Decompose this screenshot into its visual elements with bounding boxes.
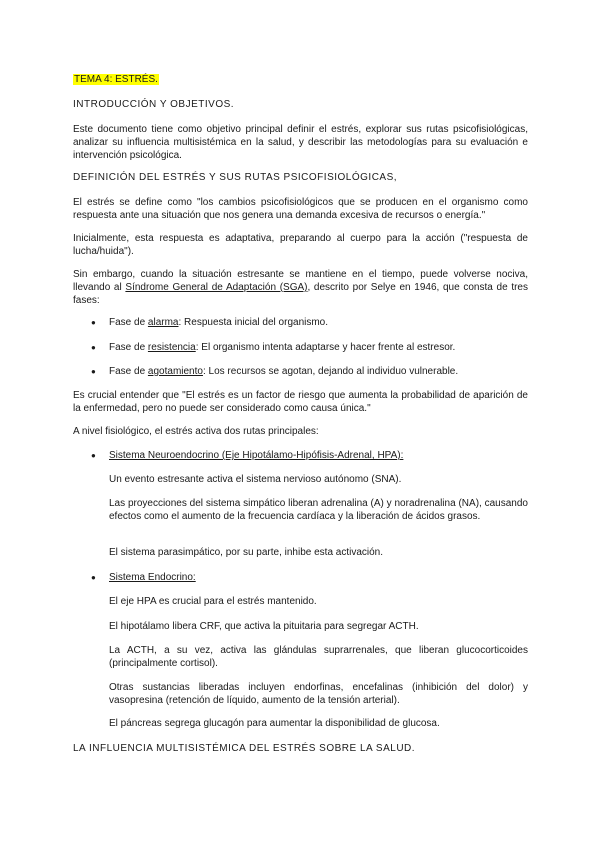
phase-prefix: Fase de [109,366,148,377]
bullet-icon: ● [91,367,96,376]
list-item-neuroendocrino [93,449,528,462]
endo-paragraph-hpa: El eje HPA es crucial para el estrés mantenido. [109,596,317,607]
paragraph-crucial: Es crucial entender que "El estrés es un factor de riesgo que aumenta la probabilidad de aparición de la enfermedad, pero no puede ser considerado como causa única." [73,390,528,414]
list-item-phase-alarma [93,316,528,329]
endo-paragraph-crf: El hipotálamo libera CRF, que activa la pituitaria para segregar ACTH. [109,621,419,632]
paragraph-definicion: El estrés se define como "los cambios psicofisiológicos que se producen en el organismo como respuesta ante una situación que nos genera una demanda excesiva de recursos o energía." [73,197,528,221]
list-item-phase-resistencia [93,341,528,354]
heading-introduccion: INTRODUCCIÓN Y OBJETIVOS. [73,99,235,110]
phase-term-resistencia: resistencia [147,342,196,353]
sga-term: Síndrome General de Adaptación (SGA) [125,282,308,293]
heading-definicion: DEFINICIÓN DEL ESTRÉS Y SUS RUTAS PSICOFISIOLÓGICAS, [73,172,398,183]
sga-text-after: , descrito por Selye en 1946, que consta de tres fases: [73,282,528,306]
heading-influencia: LA INFLUENCIA MULTISISTÉMICA DEL ESTRÉS SOBRE LA SALUD. [73,743,416,754]
neuroendocrino-title: Sistema Neuroendocrino (Eje Hipotálamo-Hipófisis-Adrenal, HPA): [109,450,404,461]
bullet-icon: ● [91,318,96,327]
phase-prefix: Fase de [109,342,148,353]
paragraph-inicialmente: Inicialmente, esta respuesta es adaptativa, preparando al cuerpo para la acción ("respuesta de lucha/huida"). [73,233,528,257]
title-highlight: TEMA 4: ESTRÉS. [74,74,158,85]
sga-text-before: Sin embargo, cuando la situación estresante se mantiene en el tiempo, puede volverse nociva, llevando al [73,269,528,293]
endo-paragraph-otras: Otras sustancias liberadas incluyen endorfinas, encefalinas (inhibición del dolor) y vasopresina (retención de líquido, aumento de la tensión arterial). [109,682,528,706]
neuro-paragraph-simpatico: Las proyecciones del sistema simpático liberan adrenalina (A) y noradrenalina (NA), causando efectos como el aumento de la frecuencia cardíaca y la liberación de ácidos grasos. [109,498,528,522]
phase-term-alarma: alarma [147,317,179,328]
list-item-endocrino [93,571,528,584]
paragraph-nivel-fisiologico: A nivel fisiológico, el estrés activa dos rutas principales: [73,426,319,437]
endocrino-title: Sistema Endocrino: [109,572,196,583]
bullet-icon: ● [91,573,96,582]
bullet-icon: ● [91,451,96,460]
phase-prefix: Fase de [109,317,148,328]
endo-paragraph-pancreas: El páncreas segrega glucagón para aumentar la disponibilidad de glucosa. [109,718,440,729]
list-item-phase-agotamiento [93,365,528,378]
phase-term-agotamiento: agotamiento [147,366,203,377]
paragraph-sin-embargo [73,268,528,307]
phase-description: : Los recursos se agotan, dejando al individuo vulnerable. [202,366,459,377]
paragraph-introduccion: Este documento tiene como objetivo principal definir el estrés, explorar sus rutas psicofisiológicas, analizar su influencia multisistémica en la salud, y describir las metodologías para su evaluación e intervención psicológica. [73,124,528,161]
phase-description: : Respuesta inicial del organismo. [178,317,329,328]
bullet-icon: ● [91,343,96,352]
neuro-paragraph-sna: Un evento estresante activa el sistema nervioso autónomo (SNA). [109,474,402,485]
neuro-paragraph-parasimpatico: El sistema parasimpático, por su parte, inhibe esta activación. [109,547,384,558]
document-title [73,73,528,86]
phase-description: : El organismo intenta adaptarse y hacer frente al estresor. [195,342,456,353]
endo-paragraph-acth: La ACTH, a su vez, activa las glándulas suprarrenales, que liberan glucocorticoides (principalmente cortisol). [109,645,528,669]
